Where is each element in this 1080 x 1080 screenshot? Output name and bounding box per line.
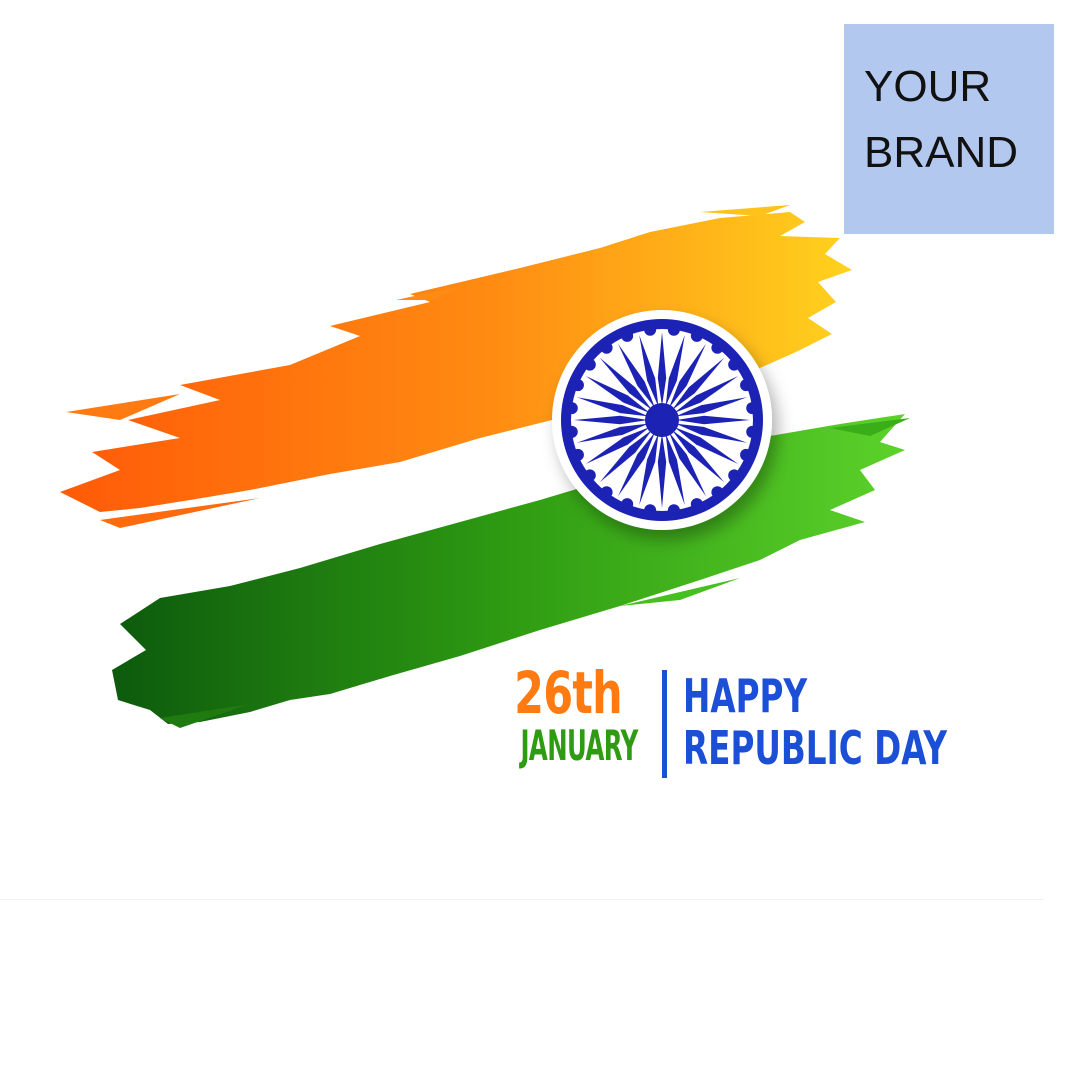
chakra-scallop bbox=[621, 330, 633, 342]
brand-line-2: BRAND bbox=[864, 128, 1019, 177]
chakra-scallop bbox=[644, 504, 656, 516]
chakra-scallop bbox=[621, 498, 633, 510]
greeting-line-1: HAPPY bbox=[683, 669, 808, 723]
chakra-scallop bbox=[691, 330, 703, 342]
chakra-scallop bbox=[601, 486, 613, 498]
chakra-scallop bbox=[566, 426, 578, 438]
chakra-scallop bbox=[711, 342, 723, 354]
chakra-scallop bbox=[668, 324, 680, 336]
chakra-scallop bbox=[572, 379, 584, 391]
chakra-scallop bbox=[711, 486, 723, 498]
chakra-scallop bbox=[728, 469, 740, 481]
chakra-scallop bbox=[728, 359, 740, 371]
ashoka-chakra bbox=[552, 310, 772, 530]
brand-line-1: YOUR bbox=[864, 62, 992, 111]
chakra-scallop bbox=[584, 359, 596, 371]
vertical-divider bbox=[662, 670, 667, 778]
chakra-scallop bbox=[644, 324, 656, 336]
chakra-scallop bbox=[740, 449, 752, 461]
chakra-scallop bbox=[746, 426, 758, 438]
chakra-scallop bbox=[668, 504, 680, 516]
chakra-scallop bbox=[601, 342, 613, 354]
chakra-scallop bbox=[584, 469, 596, 481]
bottom-divider-line bbox=[0, 899, 1044, 900]
chakra-scallop bbox=[691, 498, 703, 510]
brand-placeholder-box bbox=[844, 24, 1054, 234]
date-block bbox=[486, 659, 650, 770]
date-month: JANUARY bbox=[520, 721, 638, 770]
chakra-scallop bbox=[566, 402, 578, 414]
chakra-scallop bbox=[740, 379, 752, 391]
greeting-line-2: REPUBLIC DAY bbox=[683, 721, 948, 775]
date-day: 26th bbox=[514, 659, 622, 727]
greeting-block bbox=[683, 670, 1013, 774]
chakra-scallop bbox=[572, 449, 584, 461]
chakra-scallop bbox=[746, 402, 758, 414]
